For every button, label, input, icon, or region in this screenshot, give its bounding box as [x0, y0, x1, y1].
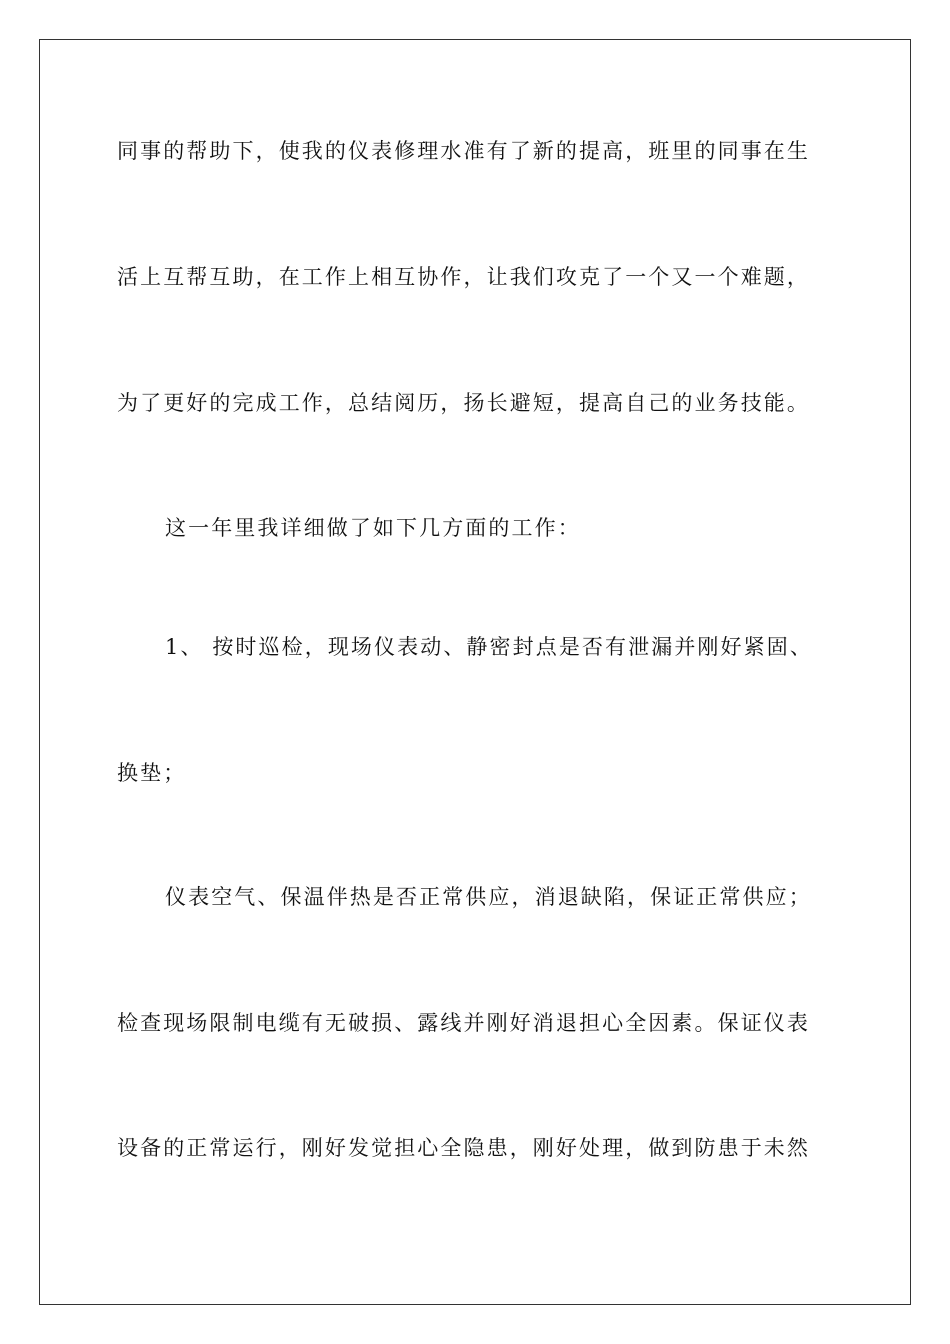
body-text-line: 检查现场限制电缆有无破损、露线并刚好消退担心全因素。保证仪表: [117, 1011, 810, 1035]
body-text-line: 为了更好的完成工作，总结阅历，扬长避短，提高自己的业务技能。: [117, 391, 810, 415]
page-border: [39, 39, 911, 1305]
body-text-line: 设备的正常运行，刚好发觉担心全隐患，刚好处理，做到防患于未然: [117, 1136, 810, 1160]
list-item-1-continuation: 换垫；: [117, 761, 187, 785]
body-text-line: 活上互帮互助，在工作上相互协作，让我们攻克了一个又一个难题，: [117, 265, 810, 289]
paragraph-line: 仪表空气、保温伴热是否正常供应，消退缺陷，保证正常供应；: [165, 885, 812, 909]
paragraph-intro-line: 这一年里我详细做了如下几方面的工作：: [165, 516, 581, 540]
body-text-line: 同事的帮助下，使我的仪表修理水准有了新的提高，班里的同事在生: [117, 139, 810, 163]
list-item-1-line: 1、 按时巡检，现场仪表动、静密封点是否有泄漏并刚好紧固、: [165, 635, 813, 659]
